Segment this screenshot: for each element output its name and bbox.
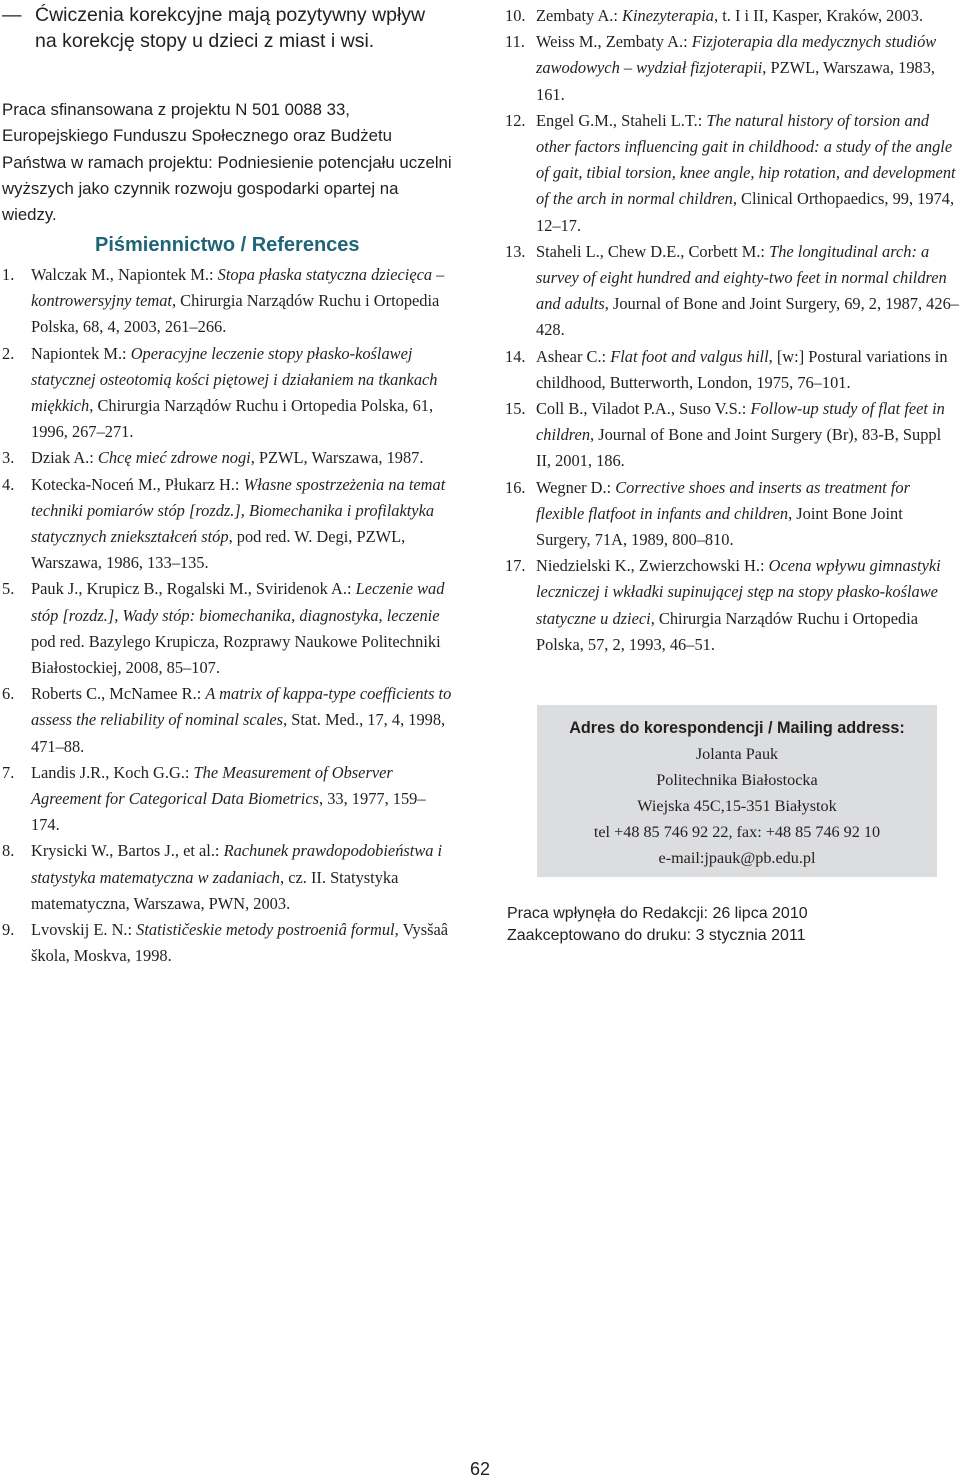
- reference-source: , Chirurgia Narządów Ruchu i Ortopedia Polska, 57, 2, 1993, 46–51.: [536, 608, 919, 654]
- reference-number: 2.: [2, 343, 15, 363]
- reference-title: Fizjoterapia dla medycznych studiów zawodowych – wydział fizjoterapii: [536, 32, 937, 78]
- reference-authors: Walczak M., Napiontek M.:: [31, 265, 218, 284]
- reference-number: 6.: [2, 684, 15, 704]
- reference-item: [505, 239, 960, 344]
- reference-authors: Dziak A.:: [31, 448, 98, 468]
- reference-title: Leczenie wad stóp [rozdz.], Wady stóp: biomechanika, diagnostyka, leczenie: [31, 579, 445, 625]
- reference-source: , Clinical Orthopaedics, 99, 1974, 12–17.: [536, 189, 955, 235]
- reference-item: [2, 838, 454, 917]
- reference-authors: Niedzielski K., Zwierzchowski H.:: [536, 556, 769, 576]
- reference-item: [505, 108, 960, 239]
- reference-title: Statističeskie metody postroeniâ formul: [136, 920, 395, 940]
- reference-title: Własne spostrzeżenia na temat techniki pomiarów stóp [rozdz.], Biomechanika i profilaktyka statycznych zniekształceń stóp: [31, 474, 446, 547]
- reference-item: [505, 475, 960, 554]
- reference-authors: Zembaty A.:: [536, 6, 623, 25]
- address-heading: Adres do korespondencji / Mailing address:: [569, 719, 905, 737]
- reference-item: [2, 262, 454, 341]
- reference-title: The longitudinal arch: a survey of eight hundred and eighty-two feet in normal children and adults: [536, 241, 947, 314]
- reference-source: , pod red. W. Degi, PZWL, Warszawa, 1986, 133–135.: [31, 527, 406, 573]
- reference-number: 9.: [2, 920, 15, 940]
- conclusion-bullet: [2, 2, 452, 54]
- reference-number: 12.: [505, 110, 526, 130]
- reference-authors: Kotecka-Noceń M., Płukarz H.:: [31, 474, 244, 494]
- reference-number: 17.: [505, 556, 526, 576]
- reference-authors: Roberts C., McNamee R.:: [31, 684, 206, 704]
- reference-authors: Coll B., Viladot P.A., Suso V.S.:: [536, 399, 751, 419]
- reference-number: 11.: [505, 32, 525, 52]
- reference-source: , Journal of Bone and Joint Surgery (Br), 83-B, Suppl II, 2001, 186.: [536, 425, 942, 471]
- reference-item: [505, 29, 960, 108]
- reference-authors: Engel G.M., Staheli L.T.:: [536, 110, 707, 130]
- reference-item: [505, 344, 960, 396]
- reference-authors: Pauk J., Krupicz B., Rogalski M., Sviridenok A.:: [31, 579, 356, 599]
- reference-item: [2, 760, 454, 839]
- reference-number: 1.: [2, 265, 15, 284]
- reference-source: , Journal of Bone and Joint Surgery, 69, 2, 1987, 426–428.: [536, 294, 959, 340]
- address-institution: Politechnika Białostocka: [656, 771, 818, 789]
- reference-title: Kinezyterapia: [622, 6, 715, 25]
- reference-title: Corrective shoes and inserts as treatment for flexible flatfoot in infants and children: [536, 477, 910, 523]
- reference-source: , PZWL, Warszawa, 1987.: [250, 448, 424, 468]
- received-date: Praca wpłynęła do Redakcji: 26 lipca 2010: [507, 905, 808, 922]
- page-number: 62: [469, 1459, 491, 1479]
- conclusion-text: Ćwiczenia korekcyjne mają pozytywny wpływ na korekcję stopy u dzieci z miast i wsi.: [35, 4, 426, 52]
- reference-number: 10.: [505, 6, 526, 25]
- reference-source: , Chirurgia Narządów Ruchu i Ortopedia Polska, 68, 4, 2003, 261–266.: [31, 291, 440, 337]
- reference-title: The natural history of torsion and other factors influencing gait in childhood: a study of the angle of gait, tibial torsion, knee angle, hip rotation, and development of the arch in normal children: [536, 110, 956, 209]
- reference-source: , PZWL, Warszawa, 1983, 161.: [536, 58, 936, 104]
- mailing-address-box: [537, 705, 937, 877]
- reference-title: The Measurement of Observer Agreement for Categorical Data Biometrics: [31, 762, 393, 809]
- reference-source: , Stat. Med., 17, 4, 1998, 471–88.: [31, 710, 446, 756]
- reference-item: [2, 445, 454, 471]
- reference-authors: Weiss M., Zembaty A.:: [536, 32, 692, 52]
- reference-number: 15.: [505, 399, 526, 419]
- reference-title: Operacyjne leczenie stopy płasko-koślawej statycznej osteotomią kości piętowej i działaniem na tkankach miękkich: [31, 343, 438, 416]
- address-name: Jolanta Pauk: [695, 745, 779, 763]
- reference-source: pod red. Bazylego Krupicza, Rozprawy Naukowe Politechniki Białostockiej, 2008, 85–107.: [31, 631, 441, 678]
- bullet-dash: —: [2, 4, 22, 26]
- reference-source: , Vysšaâ škola, Moskva, 1998.: [31, 920, 449, 966]
- reference-authors: Krysicki W., Bartos J., et al.:: [31, 841, 224, 861]
- address-phone: tel +48 85 746 92 22, fax: +48 85 746 92 10: [593, 823, 881, 841]
- references-heading: Piśmiennictwo / References: [95, 233, 360, 256]
- reference-number: 14.: [505, 346, 526, 366]
- funding-note: Praca sfinansowana z projektu N 501 0088 33, Europejskiego Funduszu Społecznego oraz Budżetu Państwa w ramach projektu: Podniesienie potencjału uczelni wyższych jako czynnik rozwoju gospodarki opartej na wiedzy.: [2, 99, 452, 225]
- reference-item: [2, 472, 454, 577]
- reference-number: 7.: [2, 762, 15, 782]
- reference-item: [2, 576, 454, 681]
- reference-title: A matrix of kappa-type coefficients to assess the reliability of nominal scales: [31, 684, 452, 730]
- reference-item: [505, 3, 960, 29]
- reference-source: , Joint Bone Joint Surgery, 71A, 1989, 800–810.: [536, 503, 903, 550]
- reference-authors: Lvovskij E. N.:: [31, 920, 137, 940]
- reference-item: [2, 917, 454, 969]
- reference-source: , 33, 1977, 159–174.: [31, 789, 426, 835]
- reference-title: Stopa płaska statyczna dziecięca – kontrowersyjny temat: [31, 265, 445, 311]
- reference-number: 3.: [2, 448, 15, 468]
- reference-item: [505, 396, 960, 475]
- references-list-left: [2, 262, 454, 969]
- reference-source: , cz. II. Statystyka matematyczna, Warszawa, PWN, 2003.: [31, 867, 399, 913]
- address-street: Wiejska 45C,15-351 Białystok: [637, 797, 837, 815]
- reference-authors: Ashear C.:: [536, 346, 611, 366]
- reference-authors: Napiontek M.:: [31, 343, 131, 363]
- accepted-date: Zaakceptowano do druku: 3 stycznia 2011: [507, 927, 806, 944]
- reference-authors: Wegner D.:: [536, 477, 616, 497]
- reference-item: [2, 681, 454, 760]
- reference-source: , Chirurgia Narządów Ruchu i Ortopedia Polska, 61, 1996, 267–271.: [31, 396, 434, 442]
- submission-dates: [507, 903, 808, 947]
- reference-number: 13.: [505, 241, 526, 261]
- reference-title: Flat foot and valgus hill: [610, 346, 769, 366]
- reference-title: Rachunek prawdopodobieństwa i statystyka matematyczna w zadaniach: [31, 841, 443, 887]
- reference-title: Ocena wpływu gimnastyki leczniczej i wkładki supinującej stęp na stopy płasko-koślawe statyczne u dzieci: [536, 556, 941, 628]
- reference-source: , [w:] Postural variations in childhood, Butterworth, London, 1975, 76–101.: [536, 346, 948, 392]
- reference-title: Follow-up study of flat feet in children: [536, 399, 945, 445]
- reference-number: 5.: [2, 579, 15, 599]
- reference-authors: Staheli L., Chew D.E., Corbett M.:: [536, 241, 770, 261]
- reference-item: [505, 553, 960, 658]
- reference-source: , t. I i II, Kasper, Kraków, 2003.: [714, 6, 924, 25]
- references-list-right: [505, 3, 960, 658]
- address-email: e-mail:jpauk@pb.edu.pl: [658, 849, 816, 867]
- reference-item: [2, 341, 454, 446]
- reference-number: 16.: [505, 477, 526, 497]
- reference-authors: Landis J.R., Koch G.G.:: [31, 762, 194, 782]
- reference-number: 8.: [2, 841, 15, 861]
- reference-title: Chcę mieć zdrowe nogi: [97, 448, 251, 468]
- reference-number: 4.: [2, 474, 15, 494]
